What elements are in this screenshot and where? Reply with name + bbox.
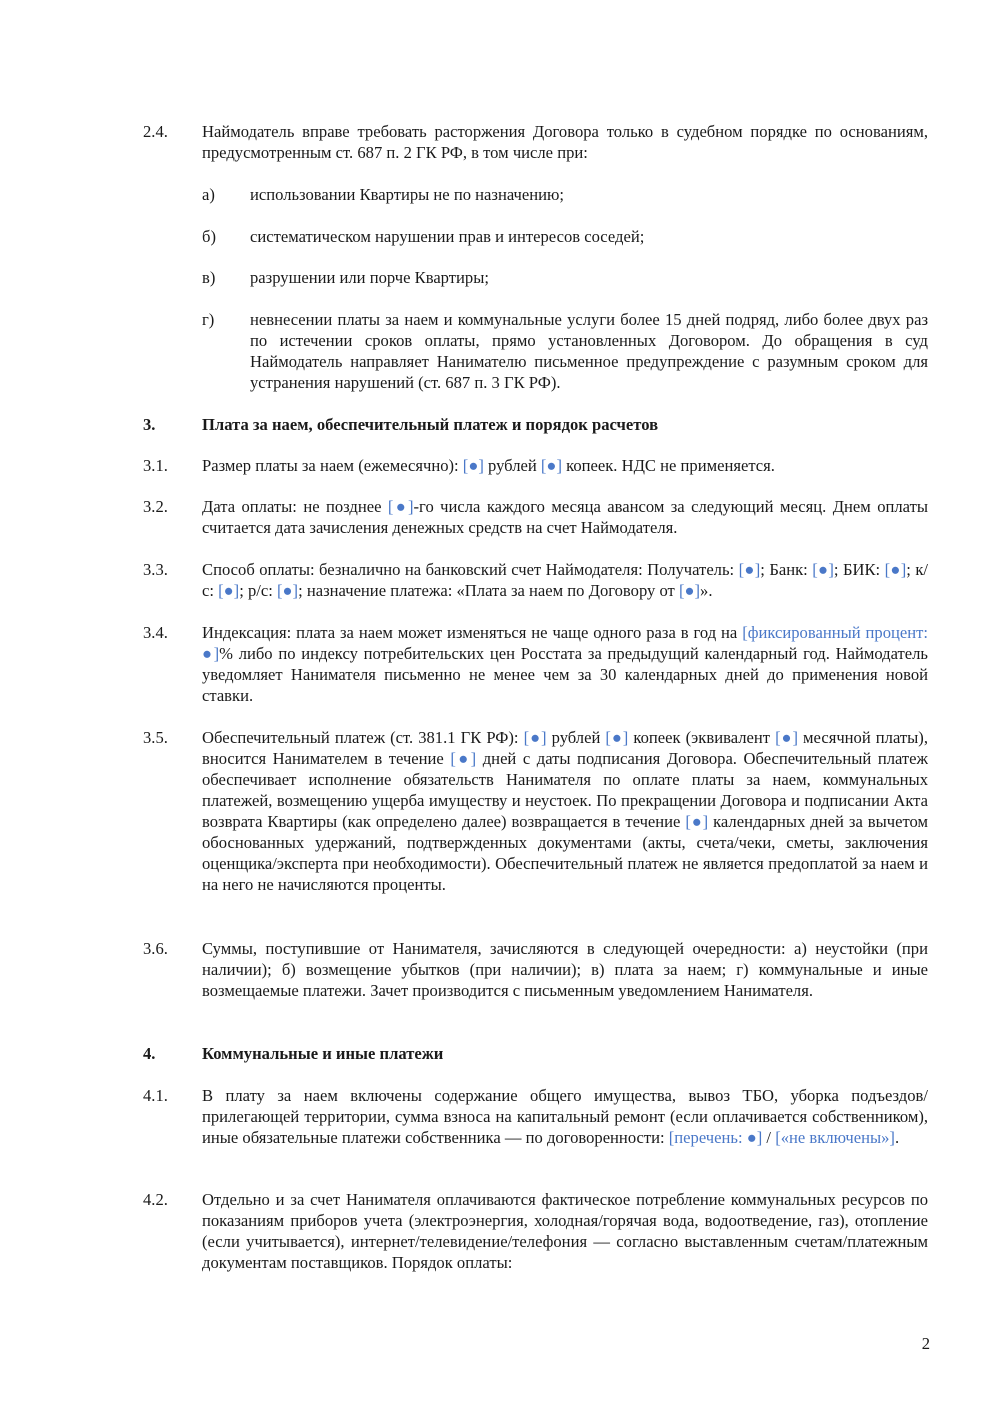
clause-text: Способ оплаты: безналично на банковский счет Наймодателя: Получатель: [●]; Банк: [●]; БИК: [●]; к/с: [●]; р/с: [●]; назначение платежа: «Плата за наем по Договору от [●]».: [202, 560, 928, 600]
placeholder: [●]: [218, 581, 240, 600]
placeholder: [●]: [540, 456, 562, 475]
clause-number: 2.4.: [143, 122, 168, 141]
clause-3-1: [143, 455, 928, 476]
section-number: 3.: [143, 415, 156, 434]
clause-2-4: [143, 121, 928, 163]
clause-text: Отдельно и за счет Нанимателя оплачиваются фактическое потребление коммунальных ресурсов по показаниям приборов учета (электроэнергия, холодная/горячая вода, водоотведение, газ), отопление (если учитывается), интернет/телевидение/телефония — согласно выставленным счетам/платежным документам поставщиков. Порядок оплаты:: [202, 1190, 928, 1272]
clause-3-5: [143, 727, 928, 895]
clause-number: 3.3.: [143, 560, 168, 579]
section-number: 4.: [143, 1044, 156, 1063]
list-item-text: разрушении или порче Квартиры;: [250, 268, 489, 287]
clause-text: Наймодатель вправе требовать расторжения Договора только в судебном порядке по основаниям, предусмотренным ст. 687 п. 2 ГК РФ, в том числе при:: [202, 122, 928, 162]
placeholder: [●]: [605, 728, 629, 747]
clause-text: Обеспечительный платеж (ст. 381.1 ГК РФ): [●] рублей [●] копеек (эквивалент [●] месячной платы), вносится Нанимателем в течение [●] дней с даты подписания Договора. Обеспечительный платеж обеспечивает исполнение обязательств Нанимателя по оплате платы за наем, коммунальных платежей, возмещению ущерба имуществу и неустоек. По прекращении Договора и подписании Акта возврата Квартиры (как определено далее) возвращается в течение [●] календарных дней за вычетом обоснованных удержаний, подтвержденных документами (акты, счета/чеки, сметы, заключения оценщика/эксперта при необходимости). Обеспечительный платеж не является предоплатой за наем и на него не начисляются проценты.: [202, 728, 929, 894]
clause-text: Индексация: плата за наем может изменяться не чаще одного раза в год на [фиксированный процент: ●]% либо по индексу потребительских цен Росстата за предыдущий календарный год. Наймодатель уведомляет Нанимателя письменно не менее чем за 30 календарных дней до применения новой ставки.: [202, 623, 928, 705]
placeholder: [«не включены»]: [775, 1128, 895, 1147]
clause-3-3: [143, 559, 928, 601]
clause-number: 4.1.: [143, 1086, 168, 1105]
clause-4-2: [143, 1189, 928, 1273]
placeholder: [●]: [678, 581, 701, 600]
clause-number: 3.2.: [143, 497, 168, 516]
section-title: Коммунальные и иные платежи: [202, 1044, 444, 1063]
clause-text: В плату за наем включены содержание общего имущества, вывоз ТБО, уборка подъездов/прилегающей территории, сумма взноса на капитальный ремонт (если оплачивается собственником), иные обязательные платежи собственника — по договоренности: [перечень: ●] / [«не включены»].: [202, 1086, 928, 1147]
clause-3-6: [143, 938, 928, 1001]
clause-text: Суммы, поступившие от Нанимателя, зачисляются в следующей очередности: а) неустойки (при наличии); б) возмещение убытков (при наличии); в) плата за наем; г) коммунальные и иные возмещаемые платежи. Зачет производится с письменным уведомлением Нанимателя.: [202, 939, 928, 1000]
placeholder: [●]: [462, 456, 484, 475]
clause-4-1: [143, 1085, 928, 1148]
list-item-v: [202, 267, 928, 288]
clause-3-4: [143, 622, 928, 706]
clause-text: Размер платы за наем (ежемесячно): [●] рублей [●] копеек. НДС не применяется.: [202, 456, 775, 475]
list-item-label: в): [202, 268, 216, 287]
clause-number: 3.4.: [143, 623, 168, 642]
placeholder: [●]: [387, 497, 414, 516]
placeholder: [перечень: ●]: [668, 1128, 763, 1147]
clause-number: 3.6.: [143, 939, 168, 958]
list-item-a: [202, 184, 928, 205]
section-title: Плата за наем, обеспечительный платеж и порядок расчетов: [202, 415, 659, 434]
placeholder: [●]: [450, 749, 477, 768]
placeholder: [●]: [812, 560, 834, 579]
placeholder: [●]: [277, 581, 299, 600]
clause-number: 4.2.: [143, 1190, 168, 1209]
clause-number: 3.5.: [143, 728, 168, 747]
section-3-heading: [143, 414, 928, 435]
placeholder: [●]: [738, 560, 761, 579]
placeholder: [●]: [775, 728, 798, 747]
clause-text: Дата оплаты: не позднее [●]-го числа каждого месяца авансом за следующий месяц. Днем оплаты считается дата зачисления денежных средств на счет Наймодателя.: [202, 497, 928, 537]
list-item-g: [202, 309, 928, 393]
list-item-b: [202, 226, 928, 247]
placeholder: [фиксированный процент: ●]: [202, 623, 928, 663]
list-item-label: б): [202, 227, 216, 246]
placeholder: [●]: [884, 560, 907, 579]
list-item-text: использовании Квартиры не по назначению;: [250, 185, 565, 204]
placeholder: [●]: [523, 728, 547, 747]
list-item-text: невнесении платы за наем и коммунальные услуги более 15 дней подряд, либо более двух раз по истечении сроков оплаты, прямо установленных Договором. До обращения в суд Наймодатель направляет Нанимателю письменное предупреждение с разумным сроком для устранения нарушений (ст. 687 п. 3 ГК РФ).: [250, 310, 928, 392]
clause-3-2: [143, 496, 928, 538]
clause-number: 3.1.: [143, 456, 168, 475]
list-item-label: а): [202, 185, 215, 204]
page-number: 2: [921, 1334, 930, 1353]
list-item-text: систематическом нарушении прав и интересов соседей;: [250, 227, 645, 246]
list-item-label: г): [202, 310, 215, 329]
placeholder: [●]: [685, 812, 709, 831]
section-4-heading: [143, 1043, 928, 1064]
